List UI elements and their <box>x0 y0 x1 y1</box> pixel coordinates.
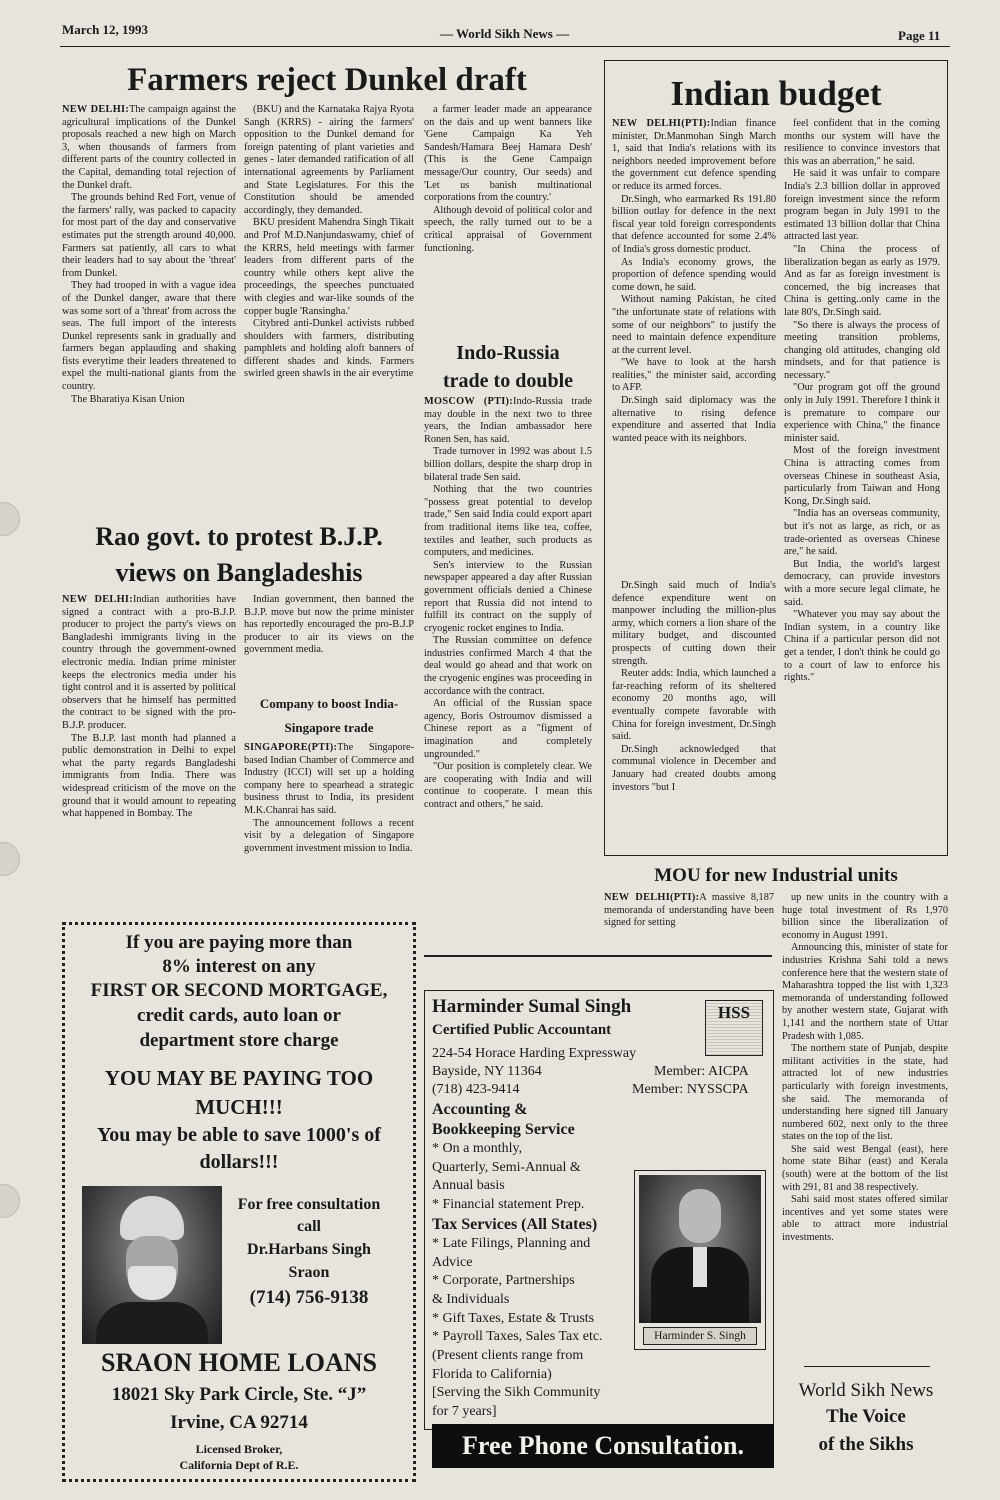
paragraph <box>612 580 776 668</box>
paragraph-text: The Russian committee on defence industries confirmed March 4 that the deal would go ahead and that work on the cryogenic engines was proceeding in accordance with the contract. <box>424 635 592 697</box>
paragraph <box>424 205 592 255</box>
paragraph-text: As India's economy grows, the proportion of defence spending would come down, he said. <box>612 256 776 293</box>
budget-column-1b <box>612 580 776 852</box>
cpa-address-1: 224-54 Horace Harding Expressway <box>432 1046 637 1061</box>
paragraph-text: An official of the Russian space agency, Boris Ostroumov dismissed a Chinese report as a "figment of imagination and completely ungrounded." <box>424 698 592 760</box>
farmers-column-2 <box>244 104 414 524</box>
cpa-photo-frame <box>634 1170 766 1350</box>
rao-headline-line1: Rao govt. to protest B.J.P. <box>95 522 383 551</box>
paragraph <box>612 294 776 357</box>
paragraph-text: a farmer leader made an appearance on the dais and up went banners like 'Gene Campaign Ka Yeh Sandesh/Hamara Beej Hamara Desh' (This is the Gene Campaign message/Our country, Our seeds) and 'Let us banish multinational corporations from the country.' <box>424 104 592 204</box>
service-line: * Payroll Taxes, Sales Tax etc. <box>432 1329 603 1345</box>
service-line: Quarterly, Semi-Annual & <box>432 1159 581 1175</box>
paragraph-text: "Whatever you may say about the Indian system, in a country like China if a particular person did not get a tender, I don't think he could go to a court of law to enforce his rights." <box>784 609 940 684</box>
paragraph-text: The announcement follows a recent visit by a delegation of Singapore government investment mission to India. <box>244 817 414 854</box>
service-line: Bookkeeping Service <box>432 1121 575 1138</box>
paragraph-text: "We have to look at the harsh realities," the minister said, according to AFP. <box>612 357 776 394</box>
rao-column-2 <box>244 594 414 686</box>
paragraph-text: Reuter adds: India, which launched a far-reaching reform of its sheltered economy 20 months ago, will eventually compete favorable with China for foreign investment, Dr.Singh said. <box>612 668 776 743</box>
paragraph-text: The B.J.P. last month had planned a public demonstration in Delhi to expel what the party regards Bangladeshi immigrants from India. There was widespread criticism of the move on the ground that it would amount to repeating what happened in Bombay. The <box>62 732 236 820</box>
service-line: * Financial statement Prep. <box>432 1197 585 1213</box>
section-divider <box>424 955 772 957</box>
paragraph <box>782 1194 948 1244</box>
paragraph <box>784 320 940 383</box>
paragraph-text: Dr.Singh acknowledged that communal violence in December and January had created doubts among investors "but I <box>612 743 776 793</box>
farmers-column-1 <box>62 104 236 524</box>
paragraph <box>784 508 940 558</box>
paragraph-text: The northern state of Punjab, despite militant activities in the state, had attracted lot of new industries particularly with foreign investments, she said. The memoranda of understanding here signed till January numbered 602, next only to the three states on the top of the list. <box>782 1043 948 1143</box>
indo-russia-headline-line2: trade to double <box>443 370 573 392</box>
ad-line-5: department store charge <box>139 1030 339 1051</box>
paragraph-text: Dr.Singh said diplomacy was the alternative to rising defence expenditure and asserted that India wanted peace with its neighbors. <box>612 395 776 444</box>
service-line: for 7 years] <box>432 1404 497 1420</box>
ad-line-9: dollars!!! <box>199 1151 279 1173</box>
paragraph-text: A massive 8,187 memoranda of understanding have been signed for setting <box>604 892 774 929</box>
paragraph <box>424 698 592 761</box>
paragraph <box>424 761 592 811</box>
company-name: SRAON HOME LOANS <box>101 1348 377 1377</box>
paragraph-text: Indo-Russia trade may double in the next two to three years, the Indian ambassador here Ronen Sen, has said. <box>424 396 592 445</box>
paragraph-text: Indian government, then banned the B.J.P. move but now the prime minister has reportedly encouraged the pro-B.J.P producer to air its views on the government media. <box>244 594 414 656</box>
paragraph <box>782 1043 948 1144</box>
paragraph-text: "In China the process of liberalization began as early as 1979. And as far as foreign investment is concerned, the big increases that China is getting..only came in the late 80's, Dr.Singh said. <box>784 243 940 318</box>
paragraph <box>784 244 940 320</box>
paragraph-text: The grounds behind Red Fort, venue of the farmers' rally, was packed to capacity for most part of the day and conservative estimates put the strength around 40,000. Farmers sat patiently, all cars to what their leaders had to say about the 'threat' from Dunkel. <box>62 192 236 279</box>
paragraph <box>784 168 940 244</box>
service-line: * Gift Taxes, Estate & Trusts <box>432 1310 595 1326</box>
paragraph-text: "Our program got off the ground only in July 1991. Therefore I think it is premature to compare our experience with China," the finance minister said. <box>784 382 940 444</box>
paragraph-text: The campaign against the agricultural implications of the Dunkel proposals reached a new high on March 3, when thousands of farmers from different parts of the country collected in the Capital, demanding total rejection of the Dunkel draft. <box>62 104 236 191</box>
paragraph-text: The Singapore-based Indian Chamber of Commerce and Industry (ICCI) will set up a holding company here to spearhead a strategic business thrust to India, its president M.K.Chanrai has said. <box>244 742 414 816</box>
paragraph <box>62 104 236 192</box>
paragraph <box>62 394 236 407</box>
consult-line-1: For free consultation <box>237 1196 381 1213</box>
paragraph-text: Without naming Pakistan, he cited "the unfortunate state of relations with some of our neighbors" to justify the need to maintain defence expenditure at the current level. <box>612 294 776 356</box>
service-line: Annual basis <box>432 1178 505 1194</box>
paragraph <box>784 609 940 685</box>
singapore-body <box>244 742 414 912</box>
consult-line-2: call <box>297 1218 321 1235</box>
suit-shape <box>96 1302 208 1344</box>
cpa-member-nysscpa: Member: NYSSCPA <box>632 1082 749 1097</box>
service-line: Tax Services (All States) <box>432 1215 598 1233</box>
paragraph-text: Although devoid of political color and speech, the rally turned out to be a critical appraisal of Government functioning. <box>424 204 592 254</box>
free-consultation-banner: Free Phone Consultation. <box>432 1424 774 1468</box>
paragraph-text: Nothing that the two countries "possess great potential to develop trade," Sen said India could export apart from traditional items like tea, coffee, textiles and leather, such products as computers, and medicines. <box>424 484 592 559</box>
slogan-line-3: of the Sikhs <box>818 1434 914 1455</box>
dateline: SINGAPORE(PTI): <box>244 742 338 753</box>
mou-column-2 <box>782 892 948 1358</box>
slogan-rule <box>804 1366 930 1367</box>
company-address-1: 18021 Sky Park Circle, Ste. “J” <box>111 1384 367 1405</box>
paragraph <box>612 668 776 744</box>
paragraph <box>784 559 940 609</box>
paragraph-text: "India has an overseas community, but it's not as large, as rich, or as trade-oriented as overseas Chinese are," he said. <box>784 508 940 558</box>
rao-headline-line2: views on Bangladeshis <box>115 558 363 587</box>
binder-hole <box>0 1184 20 1218</box>
paragraph <box>604 892 774 930</box>
service-line: * Corporate, Partnerships <box>432 1273 575 1289</box>
binder-hole <box>0 842 20 876</box>
dateline: NEW DELHI(PTI): <box>604 892 700 903</box>
service-line: & Individuals <box>432 1291 510 1307</box>
ad-line-7: MUCH!!! <box>195 1095 283 1119</box>
ad-line-2: 8% interest on any <box>162 956 316 977</box>
service-line: * On a monthly, <box>432 1141 523 1156</box>
mou-headline: MOU for new Industrial units <box>654 865 898 886</box>
paragraph <box>784 445 940 508</box>
paragraph-text: Announcing this, minister of state for industries Krishna Sahi told a news conference here that the western state of Maharashtra topped the list with 1,323 memoranda of understanding followed by another western state, Gujarat with 1,141 and the northern state of Uttar Pradesh with 1,085. <box>782 942 948 1042</box>
paragraph-text: She said west Bengal (east), here home state Bihar (east) and Kerala (south) were at the bottom of the list with 291, 81 and 38 respectively. <box>782 1143 948 1193</box>
paragraph <box>424 635 592 698</box>
paragraph-text: "So there is always the process of meeting transition problems, changing old attitudes, changing old mindsets, and for that patience is necessary." <box>784 319 940 381</box>
paragraph <box>784 118 940 168</box>
consult-name: Dr.Harbans Singh <box>247 1241 371 1258</box>
paragraph <box>612 357 776 395</box>
paragraph <box>424 446 592 484</box>
turban-shape <box>120 1196 184 1240</box>
paragraph <box>424 560 592 636</box>
ad-line-6: YOU MAY BE PAYING TOO <box>104 1066 374 1090</box>
paragraph <box>244 318 414 381</box>
paragraph <box>424 484 592 560</box>
paragraph <box>612 744 776 794</box>
ad-line-8: You may be able to save 1000's of <box>97 1124 381 1146</box>
broker-photo <box>82 1186 222 1344</box>
cpa-member-aicpa: Member: AICPA <box>654 1064 749 1079</box>
paragraph <box>612 194 776 257</box>
paragraph-text: feel confident that in the coming months our system will have the resilience to convince investors that this was an aberration," he said. <box>784 118 940 167</box>
mou-column-1 <box>604 892 774 942</box>
paragraph-text: They had trooped in with a vague idea of the Dunkel danger, aware that there was some sort of a 'threat' from across the seas. The full import of the interests Dunkel represents sank in gradually and farmers began applauding and shaking fists everytime their leaders threatened to expel the multi-national giants from the country. <box>62 280 236 393</box>
paragraph <box>244 818 414 856</box>
service-line: Florida to California) <box>432 1366 552 1382</box>
paragraph <box>782 942 948 1043</box>
rao-column-1 <box>62 594 236 912</box>
paragraph <box>612 257 776 295</box>
singapore-headline-line1: Company to boost India- <box>259 696 399 711</box>
hss-logo: HSS <box>705 1000 763 1056</box>
license-line-2: California Dept of R.E. <box>179 1458 299 1472</box>
masthead-rule <box>60 46 950 47</box>
cpa-services-list <box>432 1100 632 1422</box>
cpa-title: Certified Public Accountant <box>432 1022 612 1038</box>
paragraph-text: Citybred anti-Dunkel activists rubbed shoulders with farmers, distributing pamphlets and holding aloft banners of different shades and kinds. Farmers swirled green shawls in the air everytime <box>244 318 414 380</box>
dateline: NEW DELHI(PTI): <box>612 118 711 129</box>
indo-russia-body <box>424 396 592 936</box>
dateline: MOSCOW (PTI): <box>424 396 514 407</box>
budget-column-1 <box>612 118 776 568</box>
paragraph-text: Sen's interview to the Russian newspaper appeared a day after Russian government officials denied a Chinese report that Russia did not intend to fulfill its contract on the supply of cryogenic rocket engines to India. <box>424 559 592 634</box>
paragraph <box>782 892 948 942</box>
ad-line-4: credit cards, auto loan or <box>137 1005 341 1026</box>
cpa-photo-caption: Harminder S. Singh <box>643 1327 757 1345</box>
paragraph <box>612 118 776 194</box>
paragraph <box>62 594 236 733</box>
cpa-shirt-shape <box>693 1247 707 1287</box>
slogan-line-2: The Voice <box>826 1406 906 1427</box>
paragraph-text: The Bharatiya Kisan Union <box>71 393 185 405</box>
paragraph <box>244 217 414 318</box>
paragraph <box>782 1144 948 1194</box>
beard-shape <box>128 1266 176 1300</box>
service-line: [Serving the Sikh Community <box>432 1385 601 1401</box>
paragraph <box>424 396 592 446</box>
consult-surname: Sraon <box>288 1264 330 1281</box>
budget-column-2 <box>784 118 940 852</box>
dateline: NEW DELHI: <box>62 594 133 605</box>
paragraph-text: But India, the world's largest democracy, can provide investors with a more secure legal climate, he said. <box>784 558 940 608</box>
publication-name: — World Sikh News — <box>440 26 570 41</box>
paragraph <box>784 382 940 445</box>
paragraph-text: Indian authorities have signed a contract with a pro-B.J.P. producer to project the party's views on Bangladeshi immigrants living in the country through the government-owned electronic media. Indian prime minister keeps the electronics media under his tight control and it is asserted by political observers that he himself has permitted the contract to be signed with the pro-B.J.P. producer. <box>62 594 236 731</box>
issue-date: March 12, 1993 <box>62 22 149 37</box>
service-line: Advice <box>432 1254 473 1270</box>
paragraph <box>244 594 414 657</box>
service-line: (Present clients range from <box>432 1348 584 1364</box>
cpa-photo <box>639 1175 761 1323</box>
indo-russia-headline-line1: Indo-Russia <box>456 342 560 364</box>
paragraph-text: Dr.Singh, who earmarked Rs 191.80 billion outlay for defence in the next fiscal year told foreign correspondents that defence accounted for some 2.4% of India's gross domestic product. <box>612 193 776 255</box>
cpa-face-shape <box>679 1189 721 1243</box>
paragraph-text: "Our position is completely clear. We are cooperating with India and will continue to cooperate. I mean this contract and others," he said. <box>424 761 592 810</box>
paragraph-text: Dr.Singh said much of India's defence expenditure went on manpower including the million-plus army, which corners a lion share of the military budget, and discounted prospects of cutting down their strength. <box>612 580 776 667</box>
paragraph <box>62 733 236 821</box>
paragraph-text: BKU president Mahendra Singh Tikait and Prof M.D.Nanjundaswamy, chief of the KRRS, held meetings with farmer leaders from different parts of the country while others kept alive the proceedings, the speeches punctuated with clegies and war-like sounds of the copper bugle 'Ransingha.' <box>244 217 414 317</box>
cpa-name: Harminder Sumal Singh <box>432 996 632 1017</box>
ad-line-1: If you are paying more than <box>125 932 353 953</box>
slogan-line-1: World Sikh News <box>798 1380 934 1401</box>
service-line: * Late Filings, Planning and <box>432 1235 591 1251</box>
ad-line-3: FIRST OR SECOND MORTGAGE, <box>90 980 388 1001</box>
page-number: Page 11 <box>898 28 941 43</box>
paragraph <box>424 104 592 205</box>
dateline: NEW DELHI: <box>62 104 130 115</box>
binder-hole <box>0 502 20 536</box>
farmers-headline: Farmers reject Dunkel draft <box>127 62 527 98</box>
paragraph-text: Sahi said most states offered similar incentives and yet some states were able to attract more industrial investments. <box>782 1194 948 1244</box>
service-line: Accounting & <box>432 1101 528 1118</box>
paragraph-text: Trade turnover in 1992 was about 1.5 billion dollars, despite the sharp drop in bilateral trade Sen said. <box>424 446 592 483</box>
budget-headline: Indian budget <box>670 74 882 113</box>
farmers-column-3 <box>424 104 592 334</box>
paragraph <box>62 280 236 393</box>
paragraph-text: He said it was unfair to compare India's 2.3 billion dollar in approved foreign investment since the reform program began in July 1991 to the estimated 13 billion dollar that China attracted last year. <box>784 168 940 243</box>
company-address-2: Irvine, CA 92714 <box>170 1412 308 1433</box>
license-line-1: Licensed Broker, <box>195 1442 283 1456</box>
paragraph <box>612 395 776 445</box>
paragraph-text: Indian finance minister, Dr.Manmohan Singh March 1, said that India's relations with its neighbors needed improvement before the government cut defence spending or reduce its armed forces. <box>612 118 776 192</box>
paragraph <box>62 192 236 280</box>
paragraph-text: up new units in the country with a huge total investment of Rs 1,970 billion since the liberalization of economy in August 1991. <box>782 892 948 941</box>
cpa-phone: (718) 423-9414 <box>432 1082 520 1097</box>
cpa-address-2: Bayside, NY 11364 <box>432 1064 542 1079</box>
paragraph <box>244 742 414 818</box>
paragraph-text: (BKU) and the Karnataka Rajya Ryota Sangh (KRRS) - airing the farmers' opposition to the Dunkel demand for foreign patenting of plant varieties and genes - later demanded ratification of all international agreements by Parliament and State Legislatures. For this the Constitution should be amended accordingly, they demanded. <box>244 104 414 216</box>
consult-phone: (714) 756-9138 <box>249 1287 369 1308</box>
singapore-headline-line2: Singapore trade <box>284 720 374 735</box>
paragraph-text: Most of the foreign investment China is attracting comes from overseas Chinese in southeast Asia, particularly from Taiwan and Hong Kong, Dr.Singh said. <box>784 445 940 507</box>
paragraph <box>244 104 414 217</box>
